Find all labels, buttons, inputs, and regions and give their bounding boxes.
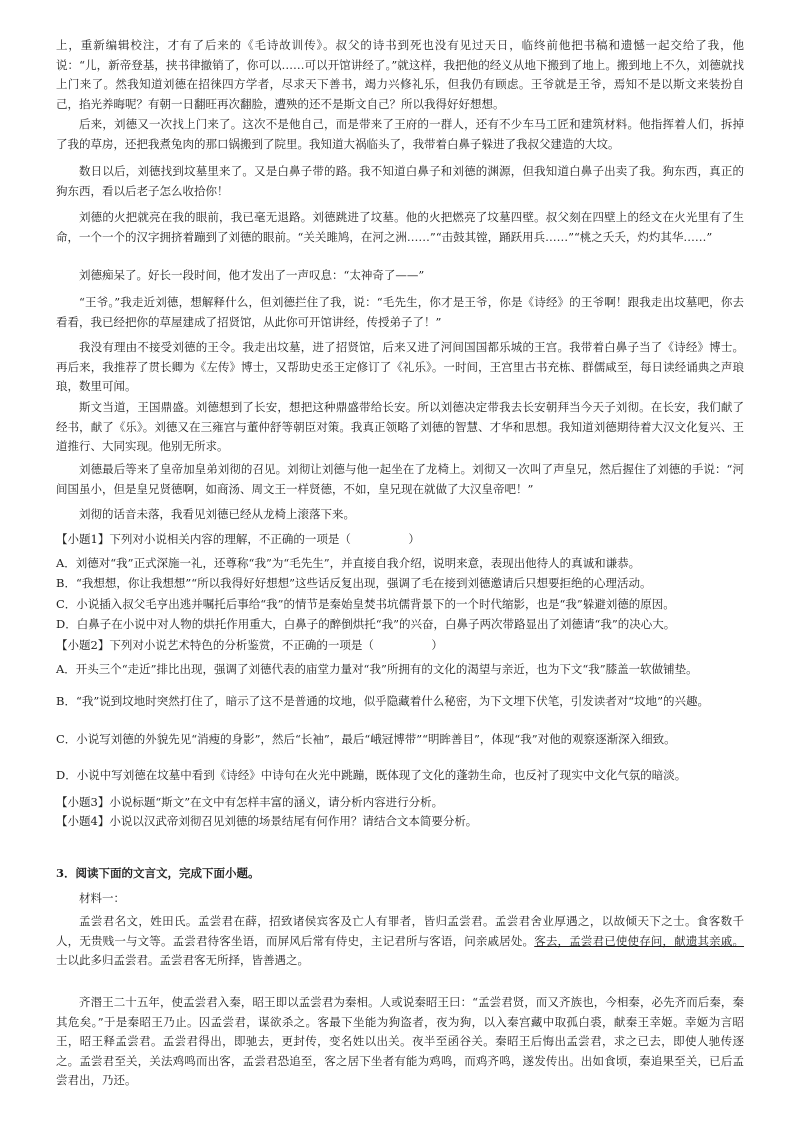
question-3: 【小题3】小说标题“斯文”在文中有怎样丰富的涵义，请分析内容进行分析。: [56, 795, 444, 809]
question-2-option-a: A．开头三个“走近”排比出现，强调了刘德代表的庙堂力量对“我”所拥有的文化的渴望与亲近，也为下文“我”膝盖一软做铺垫。: [56, 662, 698, 676]
story-paragraph-9: 刘德最后等来了皇帝加皇弟刘彻的召见。刘彻让刘德与他一起坐在了龙椅上。刘彻又一次叫了声皇兄，然后握住了刘德的手说：“河间国虽小，但是皇兄贤德啊，如商汤、周文王一样贤德，不如，皇兄现在就做了大汉皇帝吧！”: [56, 462, 744, 496]
material-1-text-before: 孟尝君名文，姓田氏。孟尝君在薛，招致诸侯宾客及亡人有罪者，皆归孟尝君。孟尝君舍业厚遇之，以故倾天下之士。食客数千人，无贵贱一与文等。孟尝君待客坐语，而屏风后常有侍史，主记君所与客语，问亲戚居处。: [56, 914, 744, 948]
question-2-option-c: C．小说写刘德的外貌先见“消瘦的身影”，然后“长袖”，最后“峨冠博带”“明眸善目”，体现“我”对他的观察逐渐深入细致。: [56, 732, 676, 746]
story-paragraph-4: 刘德的火把就亮在我的眼前，我已毫无退路。刘德跳进了坟墓。他的火把燃亮了坟墓四壁。叔父刻在四壁上的经文在火光里有了生命，一个一个的汉字拥挤着蹦到了刘德的眼前。“关关雎鸠，在河之洲……”“击鼓其镗，踊跃用兵……”“桃之夭夭，灼灼其华……”: [56, 210, 744, 244]
question-1-option-b: B．“我想想，你让我想想”“所以我得好好想想”这些话反复出现，强调了毛在接到刘德邀请后只想要拒绝的心理活动。: [56, 576, 652, 590]
material-2-paragraph: 齐湣王二十五年，使孟尝君入秦，昭王即以孟尝君为秦相。人或说秦昭王曰：“孟尝君贤，而又齐族也，今相秦，必先齐而后秦，秦其危矣。”于是秦昭王乃止。囚孟尝君，谋欲杀之。客最下坐能为狗盗者，夜为狗，以入秦宫藏中取孤白裘，献秦王幸姬。幸姬为言昭王，昭王释孟尝君。孟尝君得出，即驰去，更封传，变名姓以出关。夜半至函谷关。秦昭王后悔出孟尝君，求之已去，即使人驰传逐之。孟尝君至关，关法鸡鸣而出客，孟尝君恐追至，客之居下坐者有能为鸡鸣，而鸡齐鸣，遂发传出。出如食顷，秦追果至关，已后孟尝君出，乃还。: [56, 995, 744, 1087]
story-paragraph-2: 后来，刘德又一次找上门来了。这次不是他自己，而是带来了王府的一群人，还有不少车马工匠和建筑材料。他指挥着人们，拆掉了我的草房，还把我煮兔肉的那口锅搬到了院里。我知道大祸临头了，我带着白鼻子躲进了我叔父建造的大坟。: [56, 117, 744, 151]
question-1-stem: 【小题1】下列对小说相关内容的理解，不正确的一项是（ ）: [56, 532, 420, 546]
story-paragraph-6: “王爷。”我走近刘德，想解释什么，但刘德拦住了我，说：“毛先生，你才是王爷，你是《诗经》的王爷啊！跟我走出坟墓吧，你去看看，我已经把你的草屋建成了招贤馆，从此你可开馆讲经，传授弟子了！”: [56, 295, 744, 329]
question-1-option-c: C．小说插入叔父毛亨出逃并嘱托后事给“我”的情节是秦始皇焚书坑儒背景下的一个时代缩影，也是“我”躲避刘德的原因。: [56, 597, 675, 611]
question-1-option-d: D．白鼻子在小说中对人物的烘托作用重大，白鼻子的醉倒烘托“我”的兴奋，白鼻子两次带路显出了刘德请“我”的决心大。: [56, 617, 676, 631]
material-label: 材料一：: [79, 891, 125, 905]
story-paragraph-5: 刘德痴呆了。好长一段时间，他才发出了一声叹息：“太神奇了——”: [79, 268, 425, 282]
question-2-stem: 【小题2】下列对小说艺术特色的分析鉴赏，不正确的一项是（ ）: [56, 638, 443, 652]
material-1-paragraph: [56, 912, 744, 971]
story-paragraph-8: 斯文当道，王国鼎盛。刘德想到了长安，想把这种鼎盛带给长安。所以刘德决定带我去长安朝拜当今天子刘彻。在长安，我们献了经书，献了《乐》。刘德又在三雍宫与董仲舒等朝臣对策。我真正领略了刘德的智慧、才华和思想。我知道刘德期待着大汉文化复兴、王道推行、大同实现。他别无所求。: [56, 400, 744, 453]
material-1-underlined-sentence: 客去，孟尝君已使使存问，献遗其亲戚。: [534, 933, 745, 948]
material-1-text-after: 士以此多归孟尝君。孟尝君客无所择，皆善遇之。: [56, 953, 309, 967]
question-2-option-d: D．小说中写刘德在坟墓中看到《诗经》中诗句在火光中跳蹦，既体现了文化的蓬勃生命，也反衬了现实中文化气氛的暗淡。: [56, 768, 687, 782]
story-paragraph-10: 刘彻的话音未落，我看见刘德已经从龙椅上滚落下来。: [79, 507, 355, 521]
question-1-option-a: A．刘德对“我”正式深施一礼，还尊称“我”为“毛先生”，并直接自我介绍，说明来意，表现出他待人的真诚和谦恭。: [56, 556, 641, 570]
story-paragraph-3: 数日以后，刘德找到坟墓里来了。又是白鼻子带的路。我不知道白鼻子和刘德的渊源，但我知道白鼻子出卖了我。狗东西，真正的狗东西，看以后老子怎么收拾你！: [56, 164, 744, 198]
story-paragraph-1: 上，重新编辑校注，才有了后来的《毛诗故训传》。叔父的诗书到死也没有见过天日，临终前他把书稿和遗憾一起交给了我，他说：“儿，新帝登基，挟书律撤销了，你可以……可以开馆讲经了。”就这样，我把他的经义从地下搬到了地上。搬到地上不久，刘德就找上门来了。然我知道刘德在招徕四方学者，尽求天下善书，竭力兴修礼乐，但我仍有顾虑。王爷就是王爷，焉知不是以斯文来装扮自己，掐光养晦呢？有朝一日翻旺再次翻脸，遭殃的还不是斯文自己？所以我得好好想想。: [56, 38, 744, 111]
story-paragraph-7: 我没有理由不接受刘德的王令。我走出坟墓，进了招贤馆，后来又进了河间国国都乐城的王宫。我带着白鼻子当了《诗经》博士。再后来，我推荐了贯长卿为《左传》博士，又帮助史丞王定修订了《礼乐》。一时间，王宫里古书充栋、群儒咸至，每日读经诵典之声琅琅，数里可闻。: [56, 340, 744, 393]
section-3-heading: 3．阅读下面的文言文，完成下面小题。: [56, 866, 260, 880]
question-4: 【小题4】小说以汉武帝刘彻召见刘德的场景结尾有何作用？请结合文本简要分析。: [56, 814, 478, 828]
question-2-option-b: B．“我”说到坟地时突然打住了，暗示了这不是普通的坟地，似乎隐藏着什么秘密，为下文埋下伏笔，引发读者对“坟地”的兴趣。: [56, 694, 709, 708]
